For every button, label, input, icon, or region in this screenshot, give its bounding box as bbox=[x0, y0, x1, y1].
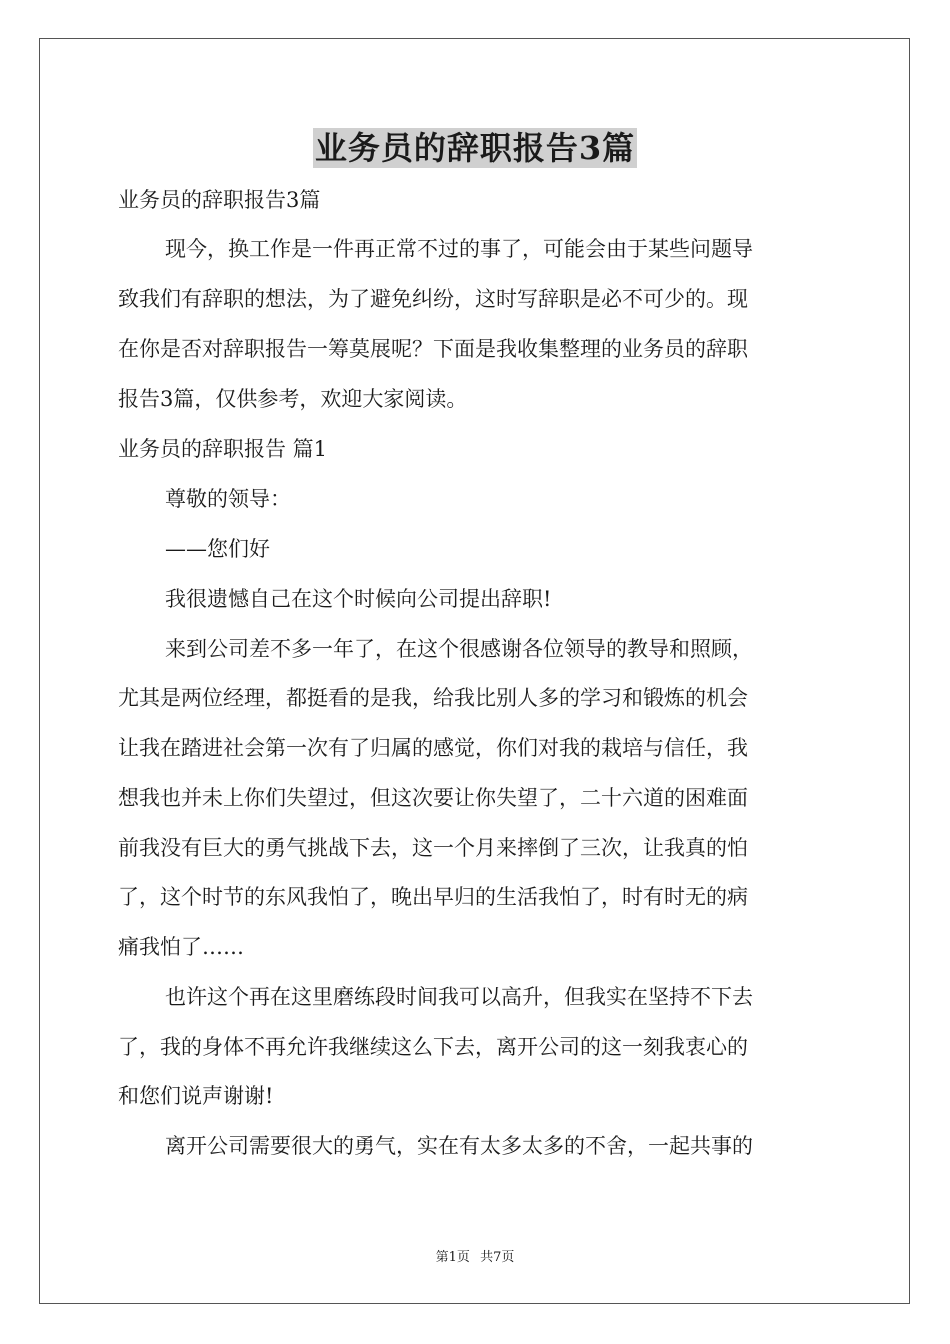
paragraph-line: 前我没有巨大的勇气挑战下去，这一个月来摔倒了三次，让我真的怕 bbox=[118, 836, 748, 860]
subtitle: 业务员的辞职报告3篇 bbox=[118, 188, 321, 212]
greeting: ——您们好 bbox=[165, 537, 270, 561]
paragraph-line: 我很遗憾自己在这个时候向公司提出辞职! bbox=[165, 587, 552, 611]
paragraph-line: 和您们说声谢谢! bbox=[118, 1084, 274, 1108]
paragraph-line: 想我也并未上你们失望过，但这次要让你失望了，二十六道的困难面 bbox=[118, 786, 748, 810]
paragraph-line: 离开公司需要很大的勇气，实在有太多太多的不舍，一起共事的 bbox=[165, 1134, 753, 1158]
intro-line: 报告3篇，仅供参考，欢迎大家阅读。 bbox=[118, 387, 468, 411]
intro-line: 致我们有辞职的想法，为了避免纠纷，这时写辞职是必不可少的。现 bbox=[118, 287, 748, 311]
page-border bbox=[39, 38, 910, 1304]
page-number: 第1页 bbox=[435, 1250, 470, 1265]
title-container bbox=[0, 128, 950, 168]
paragraph-line: 让我在踏进社会第一次有了归属的感觉，你们对我的栽培与信任，我 bbox=[118, 736, 748, 760]
section-heading: 业务员的辞职报告 篇1 bbox=[118, 437, 328, 461]
paragraph-line: 了，这个时节的东风我怕了，晚出早归的生活我怕了，时有时无的病 bbox=[118, 885, 748, 909]
page-footer bbox=[0, 1246, 950, 1265]
intro-line: 现今，换工作是一件再正常不过的事了，可能会由于某些问题导 bbox=[165, 237, 753, 261]
document-title: 业务员的辞职报告3篇 bbox=[314, 129, 636, 167]
page-total: 共7页 bbox=[480, 1250, 515, 1265]
salutation: 尊敬的领导： bbox=[165, 487, 291, 511]
intro-line: 在你是否对辞职报告一筹莫展呢？下面是我收集整理的业务员的辞职 bbox=[118, 337, 748, 361]
paragraph-line: 痛我怕了…… bbox=[118, 935, 244, 959]
paragraph-line: 尤其是两位经理，都挺看的是我，给我比别人多的学习和锻炼的机会 bbox=[118, 686, 748, 710]
paragraph-line: 也许这个再在这里磨练段时间我可以高升，但我实在坚持不下去 bbox=[165, 985, 753, 1009]
paragraph-line: 来到公司差不多一年了，在这个很感谢各位领导的教导和照顾， bbox=[165, 637, 753, 661]
paragraph-line: 了，我的身体不再允许我继续这么下去，离开公司的这一刻我衷心的 bbox=[118, 1035, 748, 1059]
